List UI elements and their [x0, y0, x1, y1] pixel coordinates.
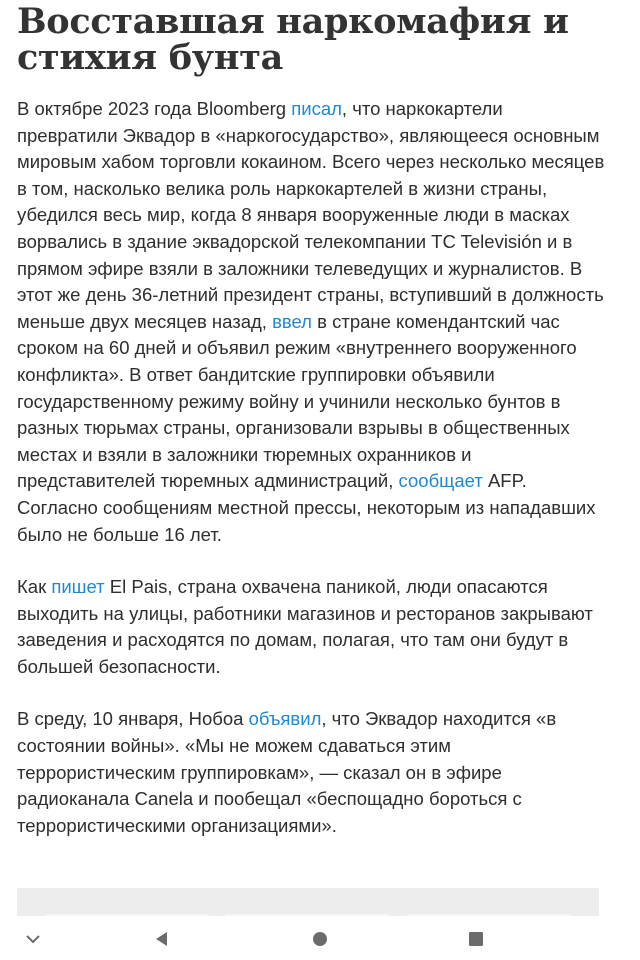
article [17, 0, 607, 839]
link-soobschaet[interactable]: сообщает [398, 470, 483, 492]
back-triangle-icon[interactable] [142, 924, 182, 954]
paragraph-text: В среду, 10 января, Нобоа [17, 708, 249, 730]
article-paragraph-2 [17, 574, 607, 680]
paragraph-text: El Pais, страна охвачена паникой, люди опасаются выходить на улицы, работники магазинов и ресторанов закрывают заведения и расходятся по домам, полагая, что там они будут в большей безопасности. [17, 576, 593, 677]
paragraph-text: В октябре 2023 года Bloomberg [17, 98, 292, 119]
article-paragraph-3 [17, 706, 607, 839]
article-headline: Восставшая наркомафия и стихия бунта [17, 1, 569, 78]
paragraph-text: в стране комендантский час сроком на 60 дней и объявил режим «внутреннего вооруженного конфликта». В ответ бандитские группировки объявили государственному режиму войну и учинили несколько бунтов в разных тюрьмах страны, организовали взрывы в общественных местах и взяли в заложники тюремных охранников и представителей тюремных администраций, [17, 310, 577, 492]
chevron-down-icon[interactable] [13, 924, 53, 954]
home-circle-icon[interactable] [300, 924, 340, 954]
link-pisal[interactable]: писал [291, 98, 342, 119]
recents-square-icon[interactable] [456, 924, 496, 954]
paragraph-text: AFP. Согласно сообщениям местной прессы, некоторым из нападавших было не больше 16 лет. [17, 470, 596, 545]
link-obyavil[interactable]: объявил [248, 708, 322, 730]
paragraph-text: , что наркокартели превратили Эквадор в «наркогосударство», являющееся основным мировым хабом торговли кокаином. Всего через несколько месяцев в том, насколько велика роль наркокартелей в жизни страны, убедился весь мир, когда 8 января вооруженные люди в масках ворвались в здание эквадорской телекомпании TC Televisión и в прямом эфире взяли в заложники телеведущих и журналистов. В этот же день 36-летний президент страны, вступивший в должность меньше двух месяцев назад, [17, 98, 605, 332]
link-pishet[interactable]: пишет [51, 576, 105, 598]
paragraph-text: , что Эквадор находится «в состоянии войны». «Мы не можем сдаваться этим террористическим группировкам», — сказал он в эфире радиоканала Canela и пообещал «беспощадно бороться с террористическими организациями». [17, 708, 557, 836]
link-vvel[interactable]: ввел [272, 310, 312, 332]
paragraph-text: Как [17, 576, 52, 598]
article-paragraph-1 [17, 96, 607, 548]
system-navigation-bar [0, 916, 640, 960]
